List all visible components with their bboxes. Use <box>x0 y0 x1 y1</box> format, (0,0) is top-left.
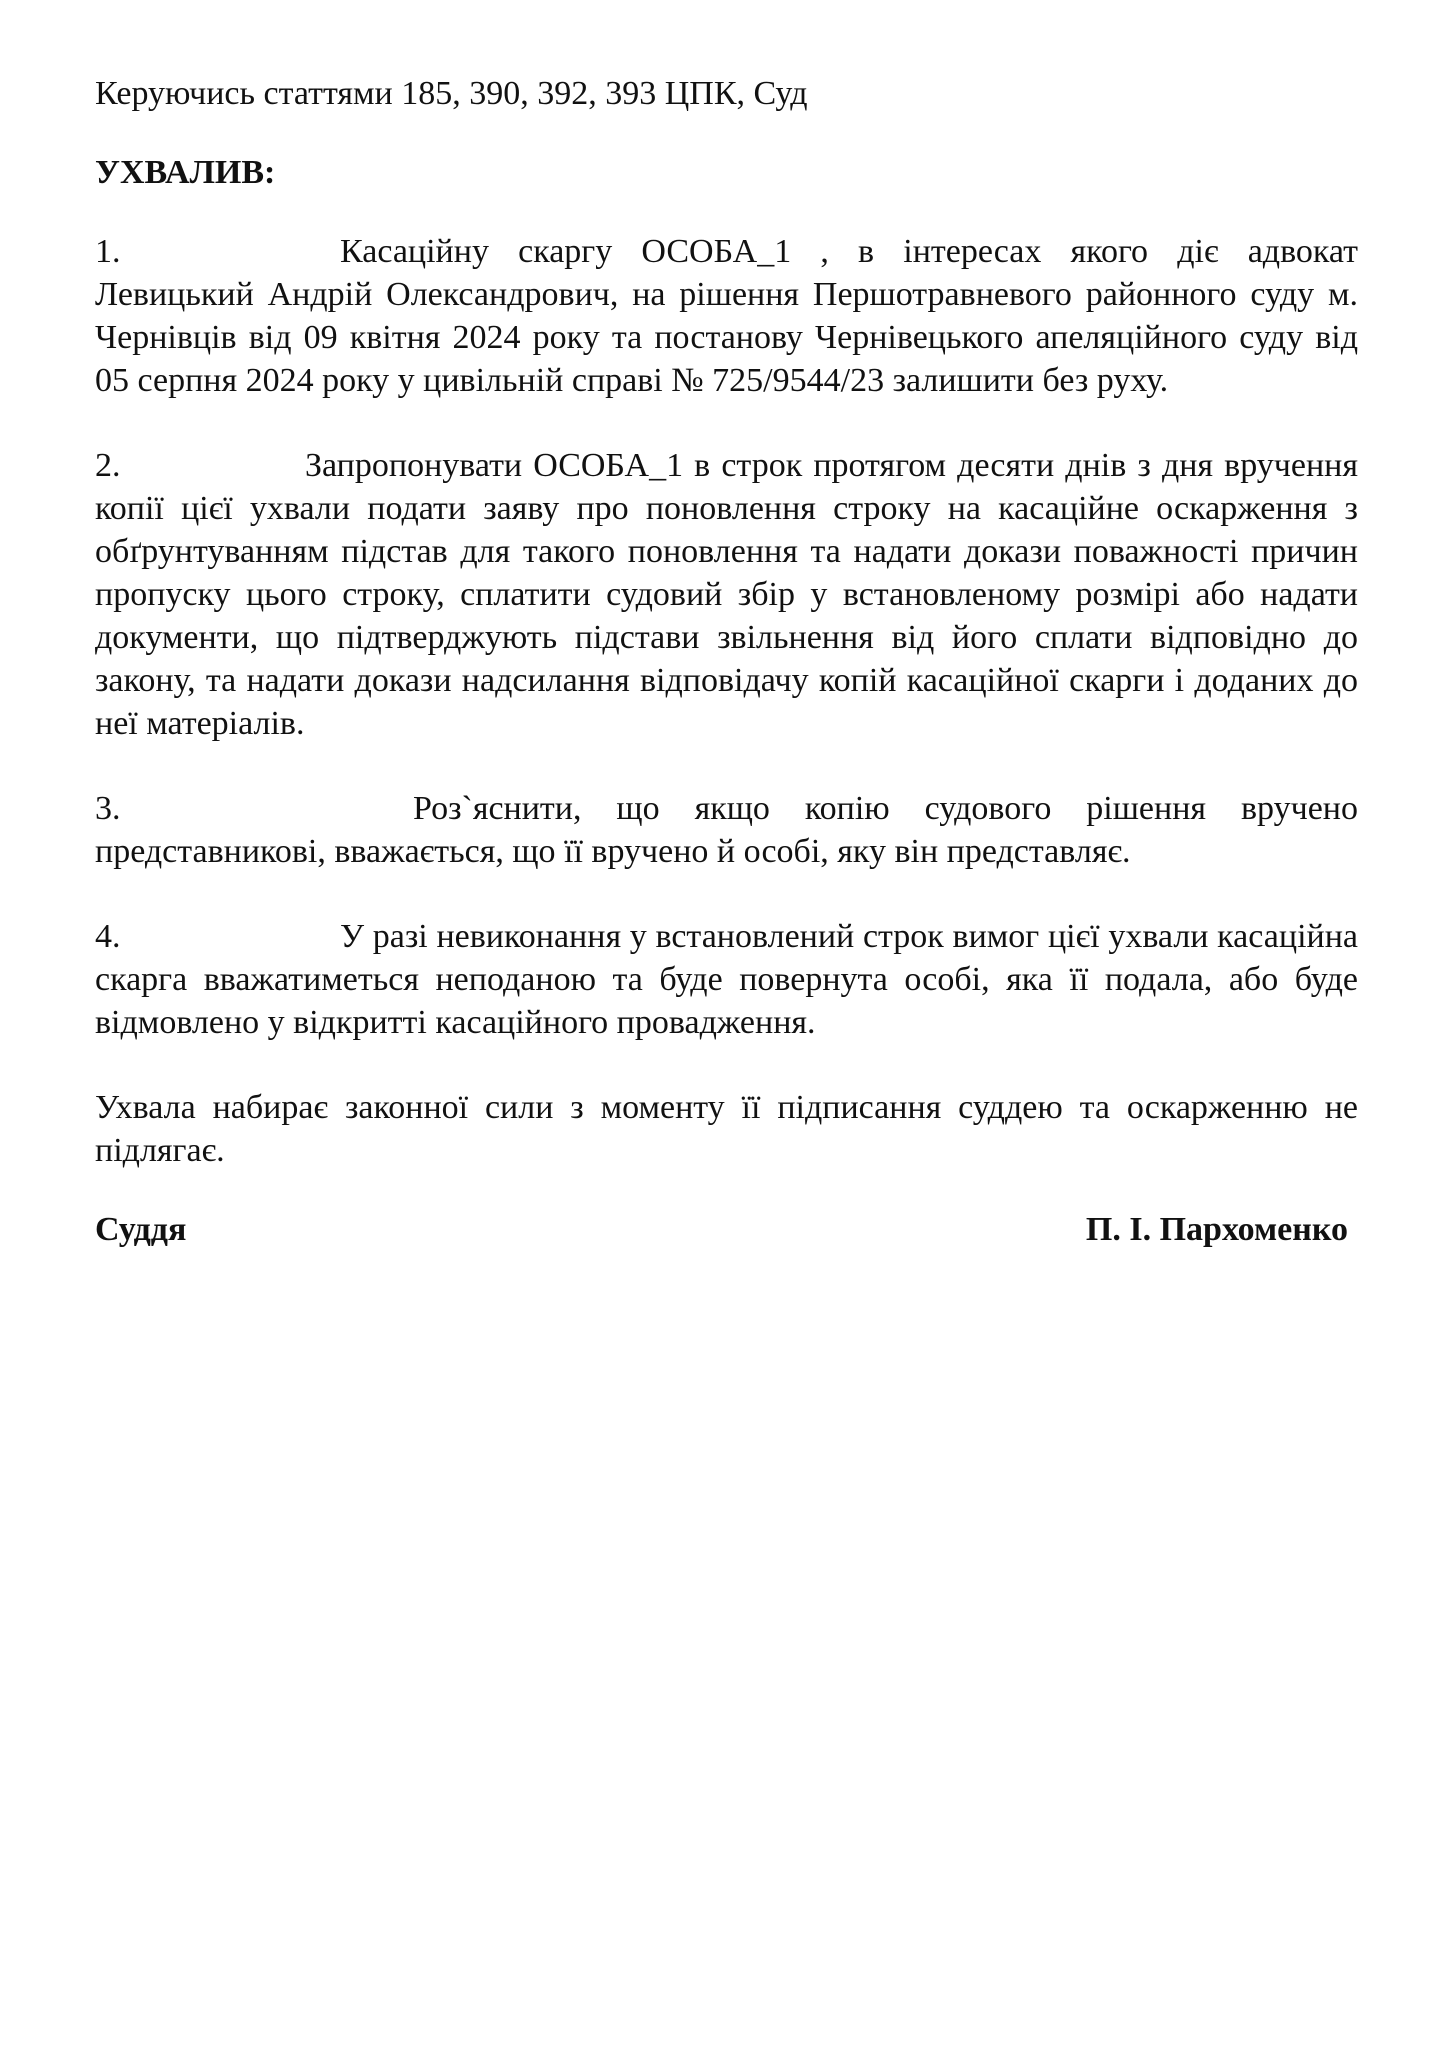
signature-block <box>95 1208 1358 1251</box>
item-text: Касаційну скаргу ОСОБА_1 , в інтересах якого діє адвокат Левицький Андрій Олександрович, на рішення Першотравневого районного суду м. Чернівців від 09 квітня 2024 року та постанову Чернівецького апеляційного суду від 05 серпня 2024 року у цивільній справі № 725/9544/23 залишити без руху. <box>95 233 1358 399</box>
item-text: У разі невиконання у встановлений строк вимог цієї ухвали касаційна скарга вважатиметься неподаною та буде повернута особі, яка її подала, або буде відмовлено у відкритті касаційного провадження. <box>95 918 1358 1041</box>
item-text: Запропонувати ОСОБА_1 в строк протягом десяти днів з дня вручення копії цієї ухвали подати заяву про поновлення строку на касаційне оскарження з обґрунтуванням підстав для такого поновлення та надати докази поважності причин пропуску цього строку, сплатити судовий збір у встановленому розмірі або надати документи, що підтверджують підстави звільнення від його сплати відповідно до закону, та надати докази надсилання відповідачу копій касаційної скарги і доданих до неї матеріалів. <box>95 447 1358 742</box>
item-text: Роз`яснити, що якщо копію судового рішення вручено представникові, вважається, що її вручено й особі, яку він представляє. <box>95 790 1358 870</box>
decision-item-3 <box>95 787 1358 873</box>
decision-item-2 <box>95 444 1358 745</box>
intro-line: Керуючись статтями 185, 390, 392, 393 ЦПК, Суд <box>95 75 808 112</box>
closing-paragraph: Ухвала набирає законної сили з моменту її підписання суддею та оскарженню не підлягає. <box>95 1089 1358 1169</box>
decision-heading: УХВАЛИВ: <box>95 154 276 191</box>
decision-item-1 <box>95 230 1358 402</box>
item-number: 1. <box>95 233 121 270</box>
decision-item-4 <box>95 915 1358 1044</box>
item-number: 3. <box>95 790 121 827</box>
item-number: 4. <box>95 918 121 955</box>
judge-role: Суддя <box>95 1211 187 1248</box>
document-page <box>95 72 1358 1251</box>
item-number: 2. <box>95 447 121 484</box>
judge-name: П. І. Пархоменко <box>1085 1211 1348 1248</box>
